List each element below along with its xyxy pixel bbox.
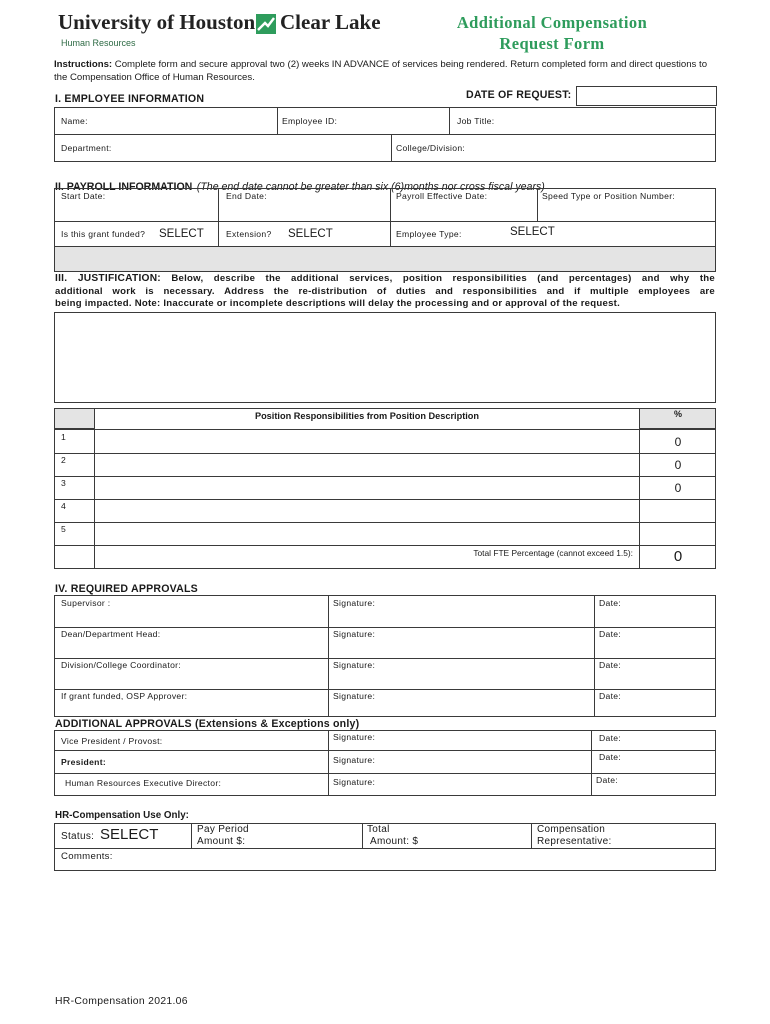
row-number: 3: [61, 478, 67, 488]
responsibility-input[interactable]: [95, 500, 639, 522]
extension-label: Extension?: [226, 229, 272, 239]
hr-use-heading: HR-Compensation Use Only:: [55, 810, 189, 821]
instructions-label: Instructions:: [54, 59, 113, 70]
responsibilities-header: Position Responsibilities from Position Description: [254, 411, 480, 421]
total-amount-label: Amount: $: [370, 836, 419, 847]
responsibility-input[interactable]: [95, 523, 639, 545]
department-field[interactable]: Department:: [61, 143, 112, 153]
pay-period-label: Pay Period: [197, 824, 249, 835]
approver-dean: Dean/Department Head:: [61, 629, 161, 639]
responsibility-input[interactable]: [95, 477, 639, 499]
form-title-line1: Additional Compensation: [456, 13, 648, 32]
percent-value[interactable]: 0: [674, 481, 682, 495]
approver-president: President:: [61, 757, 107, 767]
status-select[interactable]: SELECT: [100, 826, 159, 843]
representative-label: Representative:: [537, 836, 612, 847]
start-date-field[interactable]: Start Date:: [61, 191, 106, 201]
payroll-gray-row: [54, 246, 716, 272]
employee-id-field[interactable]: Employee ID:: [282, 116, 338, 126]
date-field[interactable]: Date:: [599, 660, 622, 670]
justification-line2: additional work is necessary. Address the re-distribution of duties and responsibilities and if multiple employees are: [55, 285, 715, 297]
signature-field[interactable]: Signature:: [333, 755, 376, 765]
payroll-effective-date-field[interactable]: Payroll Effective Date:: [396, 191, 488, 201]
instructions-text: Complete form and secure approval two (2) weeks IN ADVANCE of services being rendered. Return completed form and direct questions to the Compensation Office of Human Resources.: [54, 59, 708, 83]
form-title-line2: Request Form: [499, 34, 605, 53]
percent-value[interactable]: 0: [674, 458, 682, 472]
signature-field[interactable]: Signature:: [333, 629, 376, 639]
section1-heading: I. EMPLOYEE INFORMATION: [55, 93, 205, 105]
speed-type-field[interactable]: Speed Type or Position Number:: [542, 191, 676, 201]
signature-field[interactable]: Signature:: [333, 598, 376, 608]
approver-division-coordinator: Division/College Coordinator:: [61, 660, 181, 670]
compensation-representative-field[interactable]: [537, 824, 612, 848]
pay-period-amount-field[interactable]: [197, 824, 249, 848]
employee-type-label: Employee Type:: [396, 229, 462, 239]
section2-heading: II. PAYROLL INFORMATION: [55, 181, 193, 193]
footer-version: HR-Compensation 2021.06: [55, 996, 188, 1007]
department-name: Human Resources: [61, 38, 136, 48]
approver-hr-director: Human Resources Executive Director:: [65, 778, 222, 788]
section4-heading: IV. REQUIRED APPROVALS: [55, 583, 198, 595]
date-field[interactable]: Date:: [596, 775, 619, 785]
university-logo: [58, 10, 381, 50]
justification-instructions: [55, 273, 715, 311]
grant-funded-label: Is this grant funded?: [61, 229, 146, 239]
date-field[interactable]: Date:: [599, 598, 622, 608]
campus-name: Clear Lake: [280, 10, 381, 34]
form-title: [420, 12, 684, 54]
row-number: 1: [61, 432, 67, 442]
section2-note: (The end date cannot be greater than six (6)months nor cross fiscal years): [196, 181, 545, 193]
section3-heading: III. JUSTIFICATION:: [55, 273, 161, 284]
signature-field[interactable]: Signature:: [333, 660, 376, 670]
total-fte-value: 0: [673, 548, 683, 565]
total-fte-label: Total FTE Percentage (cannot exceed 1.5):: [473, 548, 633, 558]
logo-mark-icon: [256, 14, 276, 34]
responsibilities-gray-cell: [54, 408, 95, 429]
signature-field[interactable]: Signature:: [333, 732, 376, 742]
row-number: 4: [61, 501, 67, 511]
date-field[interactable]: Date:: [599, 752, 622, 762]
row-number: 2: [61, 455, 67, 465]
justification-line1: Below, describe the additional services, position responsibilities (and percentages) and why the: [171, 273, 715, 284]
university-name: University of Houston: [58, 10, 256, 34]
approver-vice-president: Vice President / Provost:: [61, 736, 163, 746]
college-division-field[interactable]: College/Division:: [396, 143, 466, 153]
job-title-field[interactable]: Job Title:: [457, 116, 495, 126]
compensation-label: Compensation: [537, 824, 606, 835]
employee-type-select[interactable]: SELECT: [510, 226, 555, 238]
justification-textarea[interactable]: [54, 312, 716, 403]
total-amount-field[interactable]: [367, 824, 418, 848]
approver-osp: If grant funded, OSP Approver:: [61, 691, 188, 701]
end-date-field[interactable]: End Date:: [226, 191, 267, 201]
name-field[interactable]: Name:: [61, 116, 88, 126]
date-field[interactable]: Date:: [599, 629, 622, 639]
grant-funded-select[interactable]: SELECT: [159, 228, 204, 240]
percent-value[interactable]: 0: [674, 435, 682, 449]
row-number: 5: [61, 524, 67, 534]
total-label: Total: [367, 824, 390, 835]
status-label: Status:: [61, 831, 95, 842]
signature-field[interactable]: Signature:: [333, 777, 376, 787]
additional-approvals-heading: ADDITIONAL APPROVALS (Extensions & Exceptions only): [55, 718, 360, 730]
date-of-request-label: DATE OF REQUEST:: [466, 89, 572, 101]
responsibility-input[interactable]: [95, 430, 639, 453]
responsibility-input[interactable]: [95, 454, 639, 476]
comments-field[interactable]: Comments:: [61, 851, 113, 862]
signature-field[interactable]: Signature:: [333, 691, 376, 701]
date-of-request-field[interactable]: [576, 86, 717, 106]
justification-line3: being impacted. Note: Inaccurate or incomplete descriptions will delay the processing and or approval of the request.: [55, 298, 621, 309]
pay-period-amount-label: Amount $:: [197, 836, 246, 847]
percent-header: %: [673, 409, 682, 419]
approver-supervisor: Supervisor :: [61, 598, 111, 608]
date-field[interactable]: Date:: [599, 733, 622, 743]
extension-select[interactable]: SELECT: [288, 228, 333, 240]
instructions: [54, 59, 719, 84]
date-field[interactable]: Date:: [599, 691, 622, 701]
